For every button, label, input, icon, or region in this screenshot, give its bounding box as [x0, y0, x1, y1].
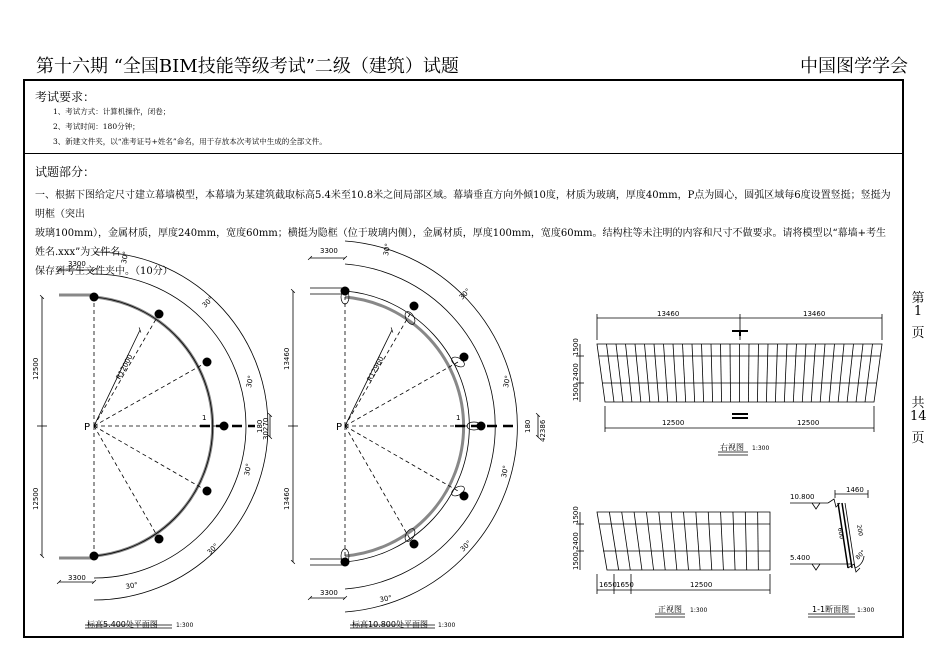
dim-label: 12500: [690, 581, 713, 589]
radius-label: R12960: [365, 355, 386, 383]
mullion: [721, 512, 724, 570]
angle-label: 30°: [502, 374, 513, 389]
dim-label: 200: [855, 524, 864, 537]
mullion: [609, 512, 618, 570]
dim-label: 3300: [320, 247, 338, 255]
plan-scale: 1:300: [438, 622, 456, 629]
dim-label: 30270: [262, 417, 270, 440]
plan-caption: 标高10.800处平面图: [352, 620, 428, 629]
angle-label: 30°: [382, 242, 393, 257]
mullion-point: [203, 487, 212, 496]
dim-label: 1500: [572, 338, 580, 356]
dim-label: 12500: [797, 419, 820, 427]
questions-heading: 试题部分：: [35, 165, 96, 179]
mullion-point: [460, 492, 469, 501]
total-pages: 14: [910, 409, 927, 424]
level-label: 10.800: [790, 493, 815, 501]
mullion: [733, 512, 735, 570]
angle-label: 30°: [243, 462, 254, 477]
mullion: [758, 512, 759, 570]
mullion: [793, 344, 796, 402]
dim-label: 12500: [662, 419, 685, 427]
dim-label: 2400: [572, 532, 580, 550]
mullion: [692, 344, 695, 402]
angle-label: 30°: [124, 580, 139, 591]
view-caption: 右视图: [720, 443, 744, 452]
mullion: [622, 512, 631, 570]
view-scale: 1:300: [752, 445, 770, 452]
mullion-point: [460, 353, 469, 362]
section-mark: 1: [456, 414, 461, 422]
requirement-item: 1、考试方式：计算机操作，闭卷；: [53, 107, 171, 116]
mullion: [626, 344, 632, 402]
angle-label: 30°: [500, 464, 511, 479]
angle-label: 30°: [458, 538, 474, 554]
front-view: [576, 512, 770, 617]
mullion: [702, 344, 704, 402]
mullion: [671, 512, 677, 570]
mullion-point: [410, 302, 419, 311]
level-label: 5.400: [790, 554, 811, 562]
mullion-point: [410, 540, 419, 549]
mullion: [829, 344, 834, 402]
dim-label: 1460: [846, 486, 864, 494]
mullion: [748, 344, 749, 402]
mullion: [635, 344, 641, 402]
mullion: [811, 344, 815, 402]
total-label-gong: 共: [911, 396, 925, 411]
dim-label: 1650: [616, 581, 634, 589]
mullion: [865, 344, 872, 402]
center-point-label: P: [336, 422, 343, 433]
view-scale: 1:300: [690, 607, 708, 614]
dim-label: 3300: [320, 589, 338, 597]
mullion: [802, 344, 806, 402]
dim-label: 12500: [32, 357, 40, 380]
mullion-point: [341, 287, 350, 296]
dim-label: 3300: [68, 574, 86, 582]
plan-scale: 1:300: [176, 622, 194, 629]
mullion: [730, 344, 731, 402]
dim-label: 3300: [68, 260, 86, 268]
radius-label: R12000: [114, 353, 135, 381]
angle-label: 80°: [854, 548, 867, 562]
angle-label: 30°: [120, 250, 131, 265]
dim-label: 180: [524, 419, 532, 433]
center-point-label: P: [84, 422, 91, 433]
page-number: 1: [913, 304, 923, 319]
dim-label: 1500: [572, 552, 580, 570]
dim-label: 1500: [572, 506, 580, 524]
dim-label: 13460: [283, 487, 291, 510]
mullion-lines: [607, 344, 873, 402]
mullion: [684, 512, 689, 570]
angle-label: 30°: [457, 286, 473, 302]
mullion: [664, 344, 668, 402]
angle-label: 30°: [200, 294, 216, 310]
mullion-point: [90, 293, 99, 302]
mullion: [757, 344, 758, 402]
mullion-point: [155, 535, 164, 544]
page-title: 第十六期 “全国BIM技能等级考试”二级（建筑）试题: [36, 56, 459, 77]
mullion: [646, 512, 653, 570]
mullion: [654, 344, 659, 402]
view-caption: 正视图: [658, 605, 682, 614]
mullion: [745, 512, 746, 570]
plan-view-10800: [288, 241, 538, 628]
mullion: [607, 344, 614, 402]
angle-label: 30°: [378, 593, 393, 604]
mullion: [820, 344, 825, 402]
angle-label: 30°: [245, 374, 256, 389]
mullion: [847, 344, 853, 402]
dim-label: 1650: [599, 581, 617, 589]
mullion-point: [341, 558, 350, 567]
dim-label: 13460: [657, 310, 680, 318]
view-scale: 1:300: [857, 607, 875, 614]
mullion-lines: [609, 512, 758, 570]
requirements-heading: 考试要求：: [35, 90, 96, 104]
dim-label: 2400: [572, 363, 580, 381]
mullion-point: [90, 552, 99, 561]
mullion: [784, 344, 787, 402]
question-line: 一、根据下图给定尺寸建立幕墙模型，本幕墙为某建筑截取标高5.4米至10.8米之间局部区域。幕墙垂直方向外倾10度，材质为玻璃，厚度40mm，P点为圆心，圆弧区域每6度设置竖挺；竖挺为明框（突出: [35, 190, 891, 220]
mullion: [696, 512, 700, 570]
mullion-point: [220, 422, 229, 431]
mullion: [634, 512, 642, 570]
plan-view-5400: [37, 252, 270, 628]
angle-label: 30°: [205, 541, 221, 557]
right-side-view: [576, 314, 882, 455]
mullion: [775, 344, 777, 402]
mullion: [856, 344, 863, 402]
dim-label: 13460: [283, 347, 291, 370]
mullion: [766, 344, 768, 402]
dim-label: 600: [836, 527, 845, 540]
mullion: [645, 344, 650, 402]
requirement-item: 2、考试时间：180分钟；: [53, 122, 140, 131]
curtain-wall-arc: [345, 297, 464, 556]
view-caption: 1-1断面图: [812, 605, 850, 614]
organization-name: 中国图学学会: [800, 56, 908, 77]
question-line: 保存到考生文件夹中。（10分）: [35, 266, 173, 277]
question-line: 玻璃100mm），金属材质，厚度240mm，宽度60mm；横挺为隐框（位于玻璃内侧），金属材质，厚度100mm，宽度60mm。结构柱等未注明的内容和尺寸不做要求。请将模型以“幕墙+考生姓名.xxx”为文件名: [35, 228, 887, 258]
dim-label: 180: [256, 419, 264, 433]
dim-label: 13460: [803, 310, 826, 318]
mullion: [673, 344, 677, 402]
mullion: [616, 344, 623, 402]
mullion: [838, 344, 844, 402]
dim-label: 12500: [32, 487, 40, 510]
mullion: [721, 344, 722, 402]
page-label-ye: 页: [911, 326, 925, 341]
mullion: [708, 512, 712, 570]
plan-caption: 标高5.400处平面图: [87, 620, 158, 629]
mullion-point: [203, 358, 212, 367]
mullion: [683, 344, 686, 402]
dim-label: 42386: [539, 419, 547, 442]
requirement-item: 3、新建文件夹，以“准考证号+姓名”命名，用于存放本次考试中生成的全部文件。: [53, 137, 327, 146]
mullion-point: [155, 310, 164, 319]
page-label-di: 第: [911, 291, 925, 306]
total-label-ye: 页: [911, 431, 925, 446]
dim-label: 1500: [572, 383, 580, 401]
mullion: [659, 512, 665, 570]
section-mark: 1: [202, 414, 207, 422]
mullion-point: [477, 422, 486, 431]
mullion: [711, 344, 713, 402]
